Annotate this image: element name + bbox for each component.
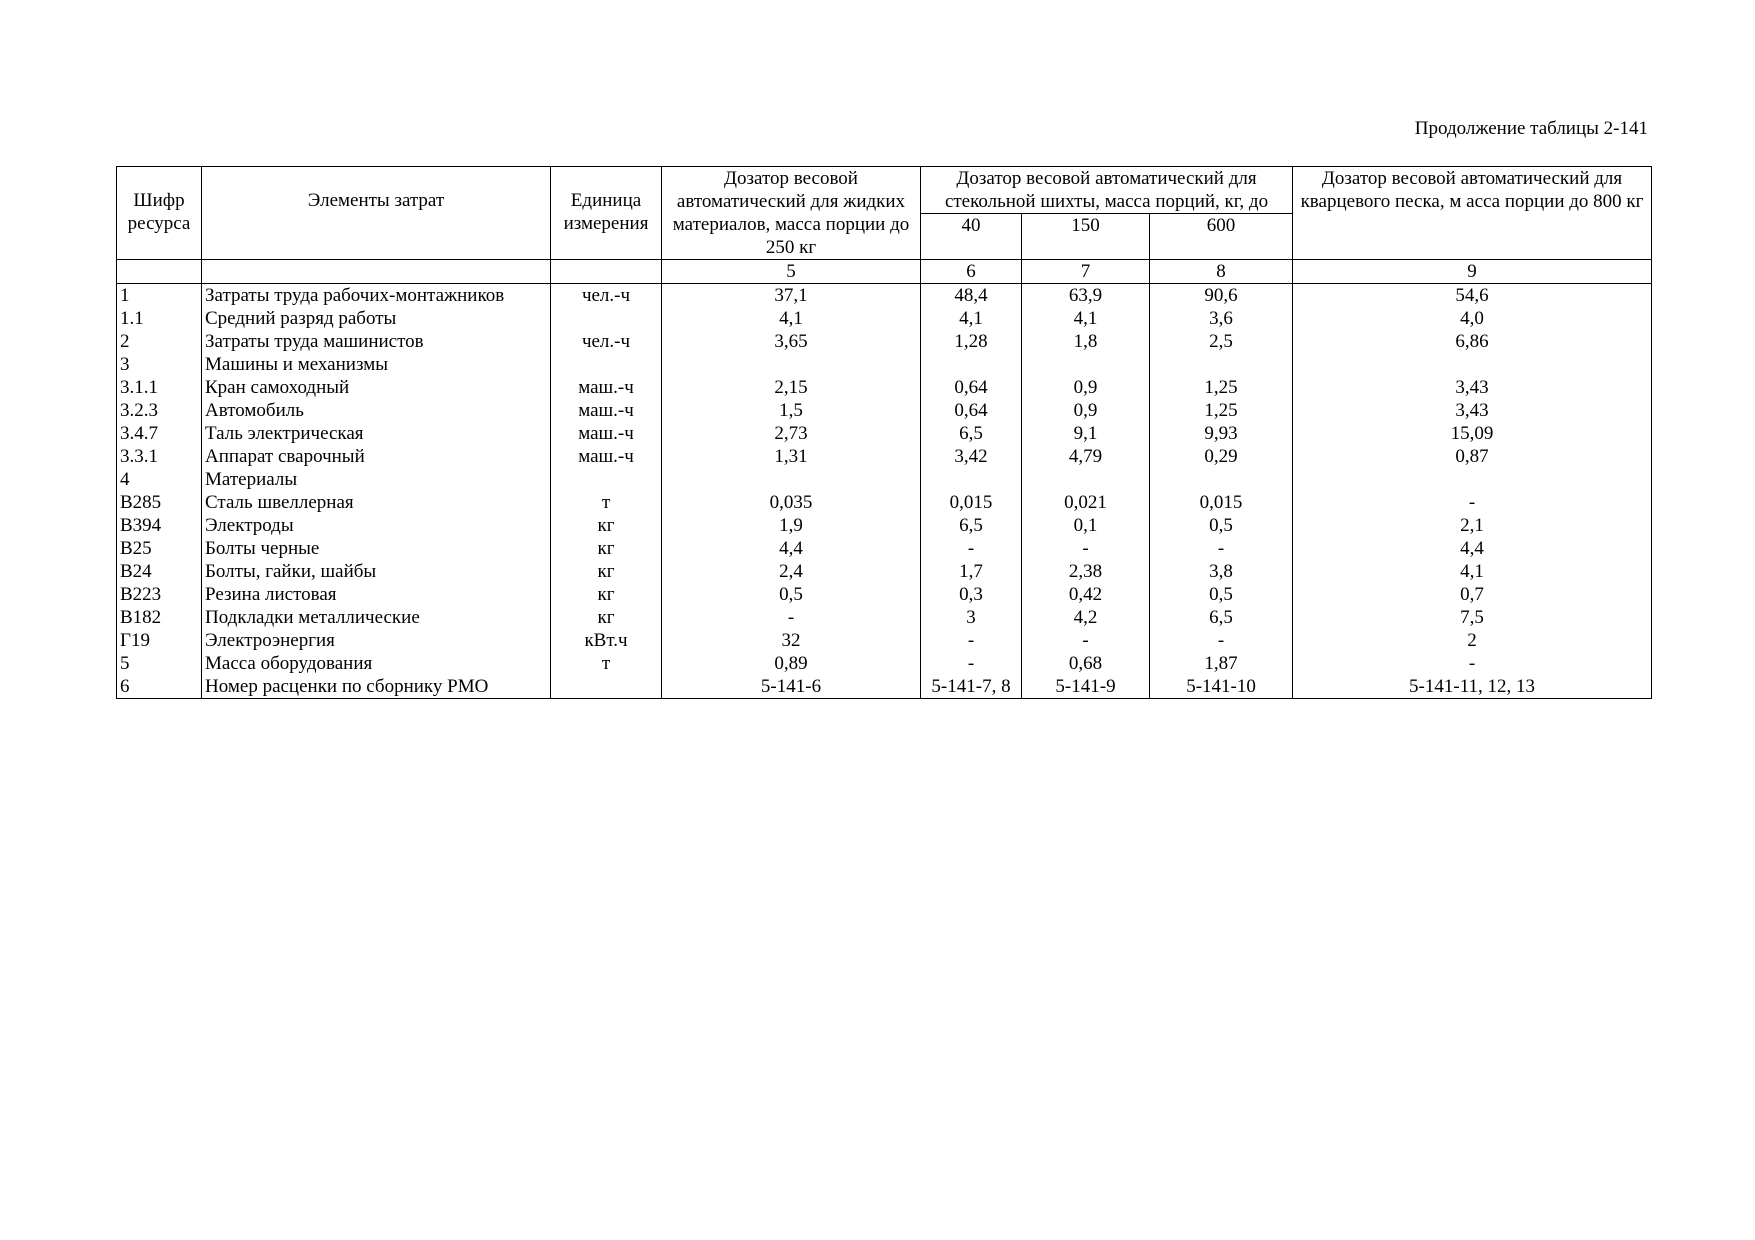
cell-value-col8 (1150, 353, 1293, 376)
table-body (117, 284, 1652, 699)
cell-value-col5 (662, 353, 921, 376)
column-number: 9 (1293, 260, 1652, 284)
cell-value-col6: 3 (921, 606, 1022, 629)
cell-value-col9: 4,4 (1293, 537, 1652, 560)
cell-value-col7: - (1022, 629, 1150, 652)
cell-value-col7: 2,38 (1022, 560, 1150, 583)
table-row (117, 376, 1652, 399)
cell-resource-code: В24 (117, 560, 202, 583)
cell-value-col5: 2,4 (662, 560, 921, 583)
cell-value-col9: 7,5 (1293, 606, 1652, 629)
cell-value-col7: 0,9 (1022, 376, 1150, 399)
cell-value-col8: 90,6 (1150, 284, 1293, 308)
cell-value-col8: 1,25 (1150, 399, 1293, 422)
cell-resource-code: 1.1 (117, 307, 202, 330)
cell-resource-code: Г19 (117, 629, 202, 652)
header-sub-600: 600 (1150, 214, 1293, 260)
cell-value-col5: 4,1 (662, 307, 921, 330)
cell-value-col9: 3,43 (1293, 376, 1652, 399)
cell-value-col5: 4,4 (662, 537, 921, 560)
cell-value-col8: - (1150, 537, 1293, 560)
cell-cost-element: Электроэнергия (202, 629, 551, 652)
cell-value-col5: 0,035 (662, 491, 921, 514)
table-row (117, 514, 1652, 537)
cell-cost-element: Затраты труда рабочих-монтажников (202, 284, 551, 308)
table-row (117, 606, 1652, 629)
cell-unit: маш.-ч (551, 445, 662, 468)
header-group-liquid: Дозатор весовой автоматический для жидких материалов, масса порции до 250 кг (662, 167, 921, 260)
column-number (551, 260, 662, 284)
cell-unit: т (551, 491, 662, 514)
cell-value-col9: - (1293, 491, 1652, 514)
column-number (202, 260, 551, 284)
cell-resource-code: 3.1.1 (117, 376, 202, 399)
cell-value-col9: - (1293, 652, 1652, 675)
cell-value-col7: 0,42 (1022, 583, 1150, 606)
cell-unit: маш.-ч (551, 376, 662, 399)
cell-value-col6 (921, 468, 1022, 491)
table-row (117, 560, 1652, 583)
table-caption: Продолжение таблицы 2-141 (1414, 118, 1648, 139)
column-number: 8 (1150, 260, 1293, 284)
cell-value-col5: 32 (662, 629, 921, 652)
cell-value-col5: 1,5 (662, 399, 921, 422)
cell-value-col7: 1,8 (1022, 330, 1150, 353)
table-row (117, 330, 1652, 353)
cell-cost-element: Средний разряд работы (202, 307, 551, 330)
cell-resource-code: В394 (117, 514, 202, 537)
cell-value-col8 (1150, 468, 1293, 491)
table-row (117, 445, 1652, 468)
cell-resource-code: В285 (117, 491, 202, 514)
table-row (117, 353, 1652, 376)
cell-unit: кг (551, 583, 662, 606)
cell-value-col8: 1,87 (1150, 652, 1293, 675)
header-group-glass: Дозатор весовой автоматический для стекольной шихты, масса порций, кг, до (921, 167, 1293, 214)
cell-value-col7: 9,1 (1022, 422, 1150, 445)
column-number: 7 (1022, 260, 1150, 284)
cell-resource-code: В182 (117, 606, 202, 629)
cell-value-col9: 2,1 (1293, 514, 1652, 537)
cell-unit (551, 353, 662, 376)
cell-value-col7: 4,1 (1022, 307, 1150, 330)
column-number (117, 260, 202, 284)
cell-value-col8: 2,5 (1150, 330, 1293, 353)
cell-unit: маш.-ч (551, 422, 662, 445)
cell-cost-element: Затраты труда машинистов (202, 330, 551, 353)
cell-value-col8: 0,5 (1150, 514, 1293, 537)
cell-value-col5: 5-141-6 (662, 675, 921, 699)
header-unit: Единица измерения (551, 167, 662, 260)
table-row (117, 583, 1652, 606)
table-row (117, 399, 1652, 422)
cell-value-col8: 0,5 (1150, 583, 1293, 606)
cell-cost-element: Подкладки металлические (202, 606, 551, 629)
cell-value-col5: 1,31 (662, 445, 921, 468)
cell-value-col6: 0,015 (921, 491, 1022, 514)
cell-value-col6: 3,42 (921, 445, 1022, 468)
cell-cost-element: Электроды (202, 514, 551, 537)
cell-resource-code: 3.2.3 (117, 399, 202, 422)
cell-value-col6 (921, 353, 1022, 376)
cell-value-col8: 6,5 (1150, 606, 1293, 629)
header-code: Шифр ресурса (117, 167, 202, 260)
cell-value-col5: - (662, 606, 921, 629)
cell-cost-element: Болты черные (202, 537, 551, 560)
cell-value-col6: - (921, 537, 1022, 560)
column-number: 5 (662, 260, 921, 284)
cell-value-col6: 48,4 (921, 284, 1022, 308)
cell-value-col5: 0,5 (662, 583, 921, 606)
cell-unit: чел.-ч (551, 284, 662, 308)
cell-unit: кг (551, 514, 662, 537)
column-number: 6 (921, 260, 1022, 284)
cell-value-col8: 9,93 (1150, 422, 1293, 445)
header-group-quartz: Дозатор весовой автоматический для кварцевого песка, м асса порции до 800 кг (1293, 167, 1652, 260)
cell-cost-element: Масса оборудования (202, 652, 551, 675)
cell-value-col8: 0,015 (1150, 491, 1293, 514)
cell-resource-code: 3.3.1 (117, 445, 202, 468)
cell-cost-element: Материалы (202, 468, 551, 491)
cell-value-col8: 3,6 (1150, 307, 1293, 330)
table-row (117, 468, 1652, 491)
cell-cost-element: Машины и механизмы (202, 353, 551, 376)
cell-cost-element: Аппарат сварочный (202, 445, 551, 468)
cell-cost-element: Номер расценки по сборнику РМО (202, 675, 551, 699)
cell-value-col5: 3,65 (662, 330, 921, 353)
cell-resource-code: 5 (117, 652, 202, 675)
cell-value-col7: 5-141-9 (1022, 675, 1150, 699)
cell-value-col7: 0,68 (1022, 652, 1150, 675)
cell-value-col9 (1293, 353, 1652, 376)
cell-value-col6: 1,28 (921, 330, 1022, 353)
cell-value-col5: 2,73 (662, 422, 921, 445)
cell-unit: кВт.ч (551, 629, 662, 652)
resource-table (116, 166, 1652, 699)
cell-unit: маш.-ч (551, 399, 662, 422)
cell-cost-element: Автомобиль (202, 399, 551, 422)
table-row (117, 629, 1652, 652)
cell-value-col6: 1,7 (921, 560, 1022, 583)
cell-value-col8: - (1150, 629, 1293, 652)
table-row (117, 652, 1652, 675)
cell-value-col7: 4,2 (1022, 606, 1150, 629)
table-row (117, 675, 1652, 699)
table-row (117, 422, 1652, 445)
cell-unit: кг (551, 537, 662, 560)
table-row (117, 537, 1652, 560)
cell-value-col7: 0,021 (1022, 491, 1150, 514)
cell-cost-element: Болты, гайки, шайбы (202, 560, 551, 583)
cell-unit: кг (551, 606, 662, 629)
cell-value-col9: 4,1 (1293, 560, 1652, 583)
cell-value-col9: 6,86 (1293, 330, 1652, 353)
cell-value-col5: 0,89 (662, 652, 921, 675)
cell-resource-code: 3 (117, 353, 202, 376)
cell-value-col7: 0,1 (1022, 514, 1150, 537)
cell-value-col9: 5-141-11, 12, 13 (1293, 675, 1652, 699)
cell-unit (551, 675, 662, 699)
cell-cost-element: Кран самоходный (202, 376, 551, 399)
cell-resource-code: 4 (117, 468, 202, 491)
column-number-row (117, 260, 1652, 284)
cell-value-col6: 5-141-7, 8 (921, 675, 1022, 699)
cell-value-col9: 0,87 (1293, 445, 1652, 468)
cell-value-col7 (1022, 353, 1150, 376)
cell-value-col6: 4,1 (921, 307, 1022, 330)
cell-unit: т (551, 652, 662, 675)
cell-value-col8: 1,25 (1150, 376, 1293, 399)
header-sub-150: 150 (1022, 214, 1150, 260)
cell-resource-code: 1 (117, 284, 202, 308)
cell-resource-code: 2 (117, 330, 202, 353)
header-sub-40: 40 (921, 214, 1022, 260)
table-row (117, 284, 1652, 308)
cell-unit (551, 468, 662, 491)
table-row (117, 491, 1652, 514)
cell-value-col5: 2,15 (662, 376, 921, 399)
cell-resource-code: 3.4.7 (117, 422, 202, 445)
cell-value-col8: 3,8 (1150, 560, 1293, 583)
header-name: Элементы затрат (202, 167, 551, 260)
cell-value-col7 (1022, 468, 1150, 491)
cell-value-col5: 1,9 (662, 514, 921, 537)
cell-value-col6: 0,64 (921, 376, 1022, 399)
cell-value-col5: 37,1 (662, 284, 921, 308)
cell-value-col7: 63,9 (1022, 284, 1150, 308)
cell-value-col7: - (1022, 537, 1150, 560)
cell-resource-code: В223 (117, 583, 202, 606)
cell-value-col6: - (921, 629, 1022, 652)
cell-cost-element: Таль электрическая (202, 422, 551, 445)
cell-value-col9 (1293, 468, 1652, 491)
cell-value-col8: 5-141-10 (1150, 675, 1293, 699)
cell-value-col5 (662, 468, 921, 491)
cell-value-col6: - (921, 652, 1022, 675)
cell-value-col8: 0,29 (1150, 445, 1293, 468)
cell-value-col6: 0,64 (921, 399, 1022, 422)
cell-resource-code: 6 (117, 675, 202, 699)
cell-unit: кг (551, 560, 662, 583)
cell-value-col6: 6,5 (921, 514, 1022, 537)
cell-value-col9: 54,6 (1293, 284, 1652, 308)
table-row (117, 307, 1652, 330)
cell-value-col9: 2 (1293, 629, 1652, 652)
cell-cost-element: Резина листовая (202, 583, 551, 606)
cell-resource-code: В25 (117, 537, 202, 560)
cell-value-col7: 4,79 (1022, 445, 1150, 468)
cell-value-col9: 4,0 (1293, 307, 1652, 330)
cell-cost-element: Сталь швеллерная (202, 491, 551, 514)
table-header (117, 167, 1652, 284)
cell-unit: чел.-ч (551, 330, 662, 353)
cell-value-col6: 0,3 (921, 583, 1022, 606)
cell-value-col9: 0,7 (1293, 583, 1652, 606)
cell-value-col7: 0,9 (1022, 399, 1150, 422)
cell-value-col6: 6,5 (921, 422, 1022, 445)
cell-value-col9: 3,43 (1293, 399, 1652, 422)
cell-value-col9: 15,09 (1293, 422, 1652, 445)
cell-unit (551, 307, 662, 330)
